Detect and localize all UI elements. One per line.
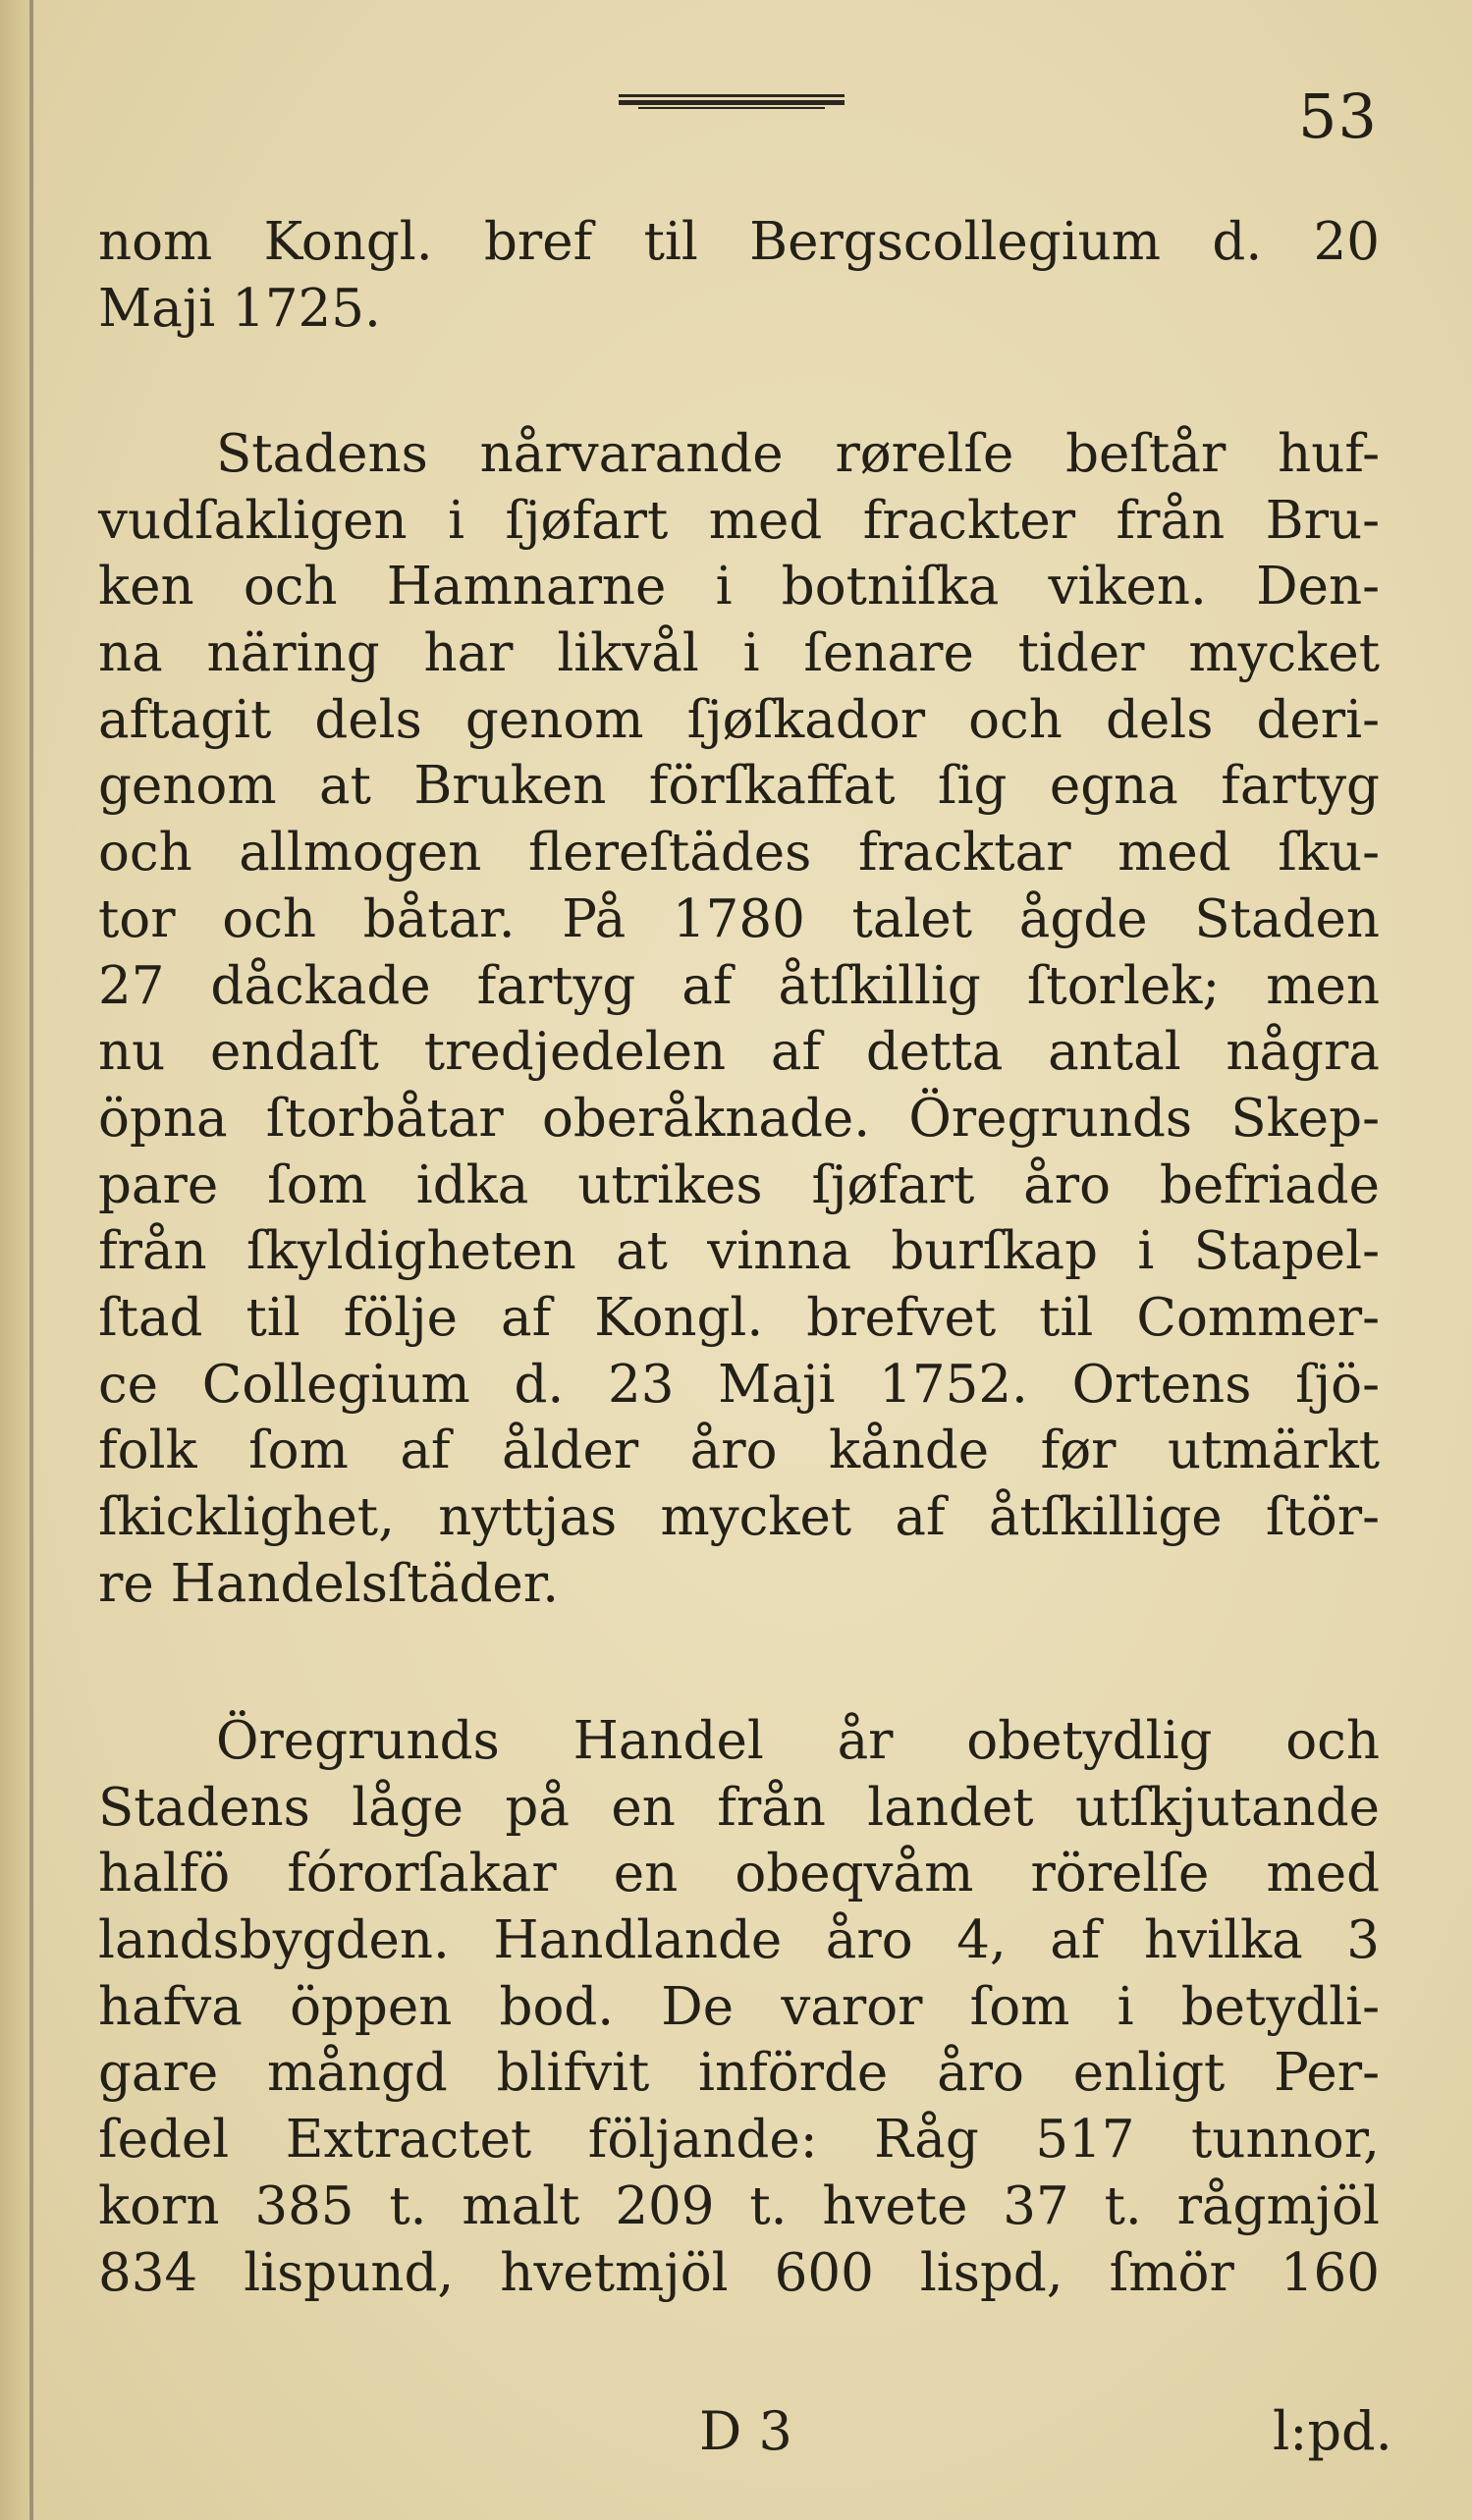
text-line: hafva öppen bod. De varor ſom i betydli-: [98, 1976, 1380, 2037]
text-line: gare mångd blifvit införde åro enligt Per-: [98, 2043, 1380, 2104]
text-line: landsbygden. Handlande åro 4, af hvilka 3: [98, 1910, 1380, 1971]
page-number: 53: [1298, 80, 1378, 152]
text-line: aftagit dels genom ſjøſkador och dels deri-: [98, 689, 1380, 750]
text-line: genom at Bruken förſkaffat ſig egna fartyg: [98, 756, 1380, 817]
ornament-bar: [619, 100, 845, 105]
text-line: 27 dåckade fartyg af åtſkillig ſtorlek; men: [98, 955, 1380, 1016]
text-line: folk ſom af ålder åro kånde før utmärkt: [98, 1421, 1380, 1481]
text-line: ce Collegium d. 23 Maji 1752. Ortens ſjö-: [98, 1354, 1380, 1415]
paragraph-trade-goods: [98, 1708, 1380, 2306]
text-line: ſtad til följe af Kongl. brefvet til Commer-: [98, 1287, 1380, 1348]
text-line: nu endaſt tredjedelen af detta antal några: [98, 1022, 1380, 1083]
text-line: och allmogen flereſtädes fracktar med ſku-: [98, 823, 1380, 884]
catchword: l:pd.: [1273, 2400, 1392, 2462]
text-line: Maji 1725.: [98, 278, 381, 339]
text-line: 834 lispund, hvetmjöl 600 lispd, ſmör 160: [98, 2242, 1380, 2303]
text-line: tor och båtar. På 1780 talet ågde Staden: [98, 888, 1380, 949]
text-line: ken och Hamnarne i botniſka viken. Den-: [98, 557, 1380, 617]
text-line: na näring har likvål i ſenare tider mycket: [98, 623, 1380, 684]
text-line: öpna ſtorbåtar oberåknade. Öregrunds Skep-: [98, 1088, 1380, 1149]
text-line: från ſkyldigheten at vinna burſkap i Stapel-: [98, 1221, 1380, 1282]
text-line: pare ſom idka utrikes ſjøfart åro befriade: [98, 1154, 1380, 1215]
printer-signature-mark: D 3: [699, 2400, 792, 2462]
header-ornament-rule: [619, 94, 845, 108]
text-line: halfö fórorſakar en obeqvåm rörelſe med: [98, 1844, 1380, 1904]
text-line: Öregrunds Handel år obetydlig och: [216, 1711, 1380, 1771]
paragraph-continuation: [98, 209, 1380, 342]
text-line: ſedel Extractet följande: Råg 517 tunnor,: [98, 2110, 1380, 2171]
binding-edge-line: [29, 0, 33, 2520]
paragraph-trade-and-shipping: [98, 421, 1380, 1617]
text-line: nom Kongl. bref til Bergscollegium d. 20: [98, 212, 1380, 272]
text-line: ſkicklighet, nyttjas mycket af åtſkillige ſtör-: [98, 1487, 1380, 1547]
ornament-bar: [619, 94, 845, 97]
ornament-bar: [638, 107, 825, 109]
text-line: korn 385 t. malt 209 t. hvete 37 t. rågmjöl: [98, 2175, 1380, 2236]
text-line: re Handelsſtäder.: [98, 1553, 560, 1614]
text-line: Stadens nårvarande rørelſe beſtår huf-: [216, 424, 1380, 484]
text-line: vudſakligen i ſjøfart med frackter från Bru-: [98, 490, 1380, 551]
text-line: Stadens låge på en från landet utſkjutande: [98, 1777, 1380, 1838]
